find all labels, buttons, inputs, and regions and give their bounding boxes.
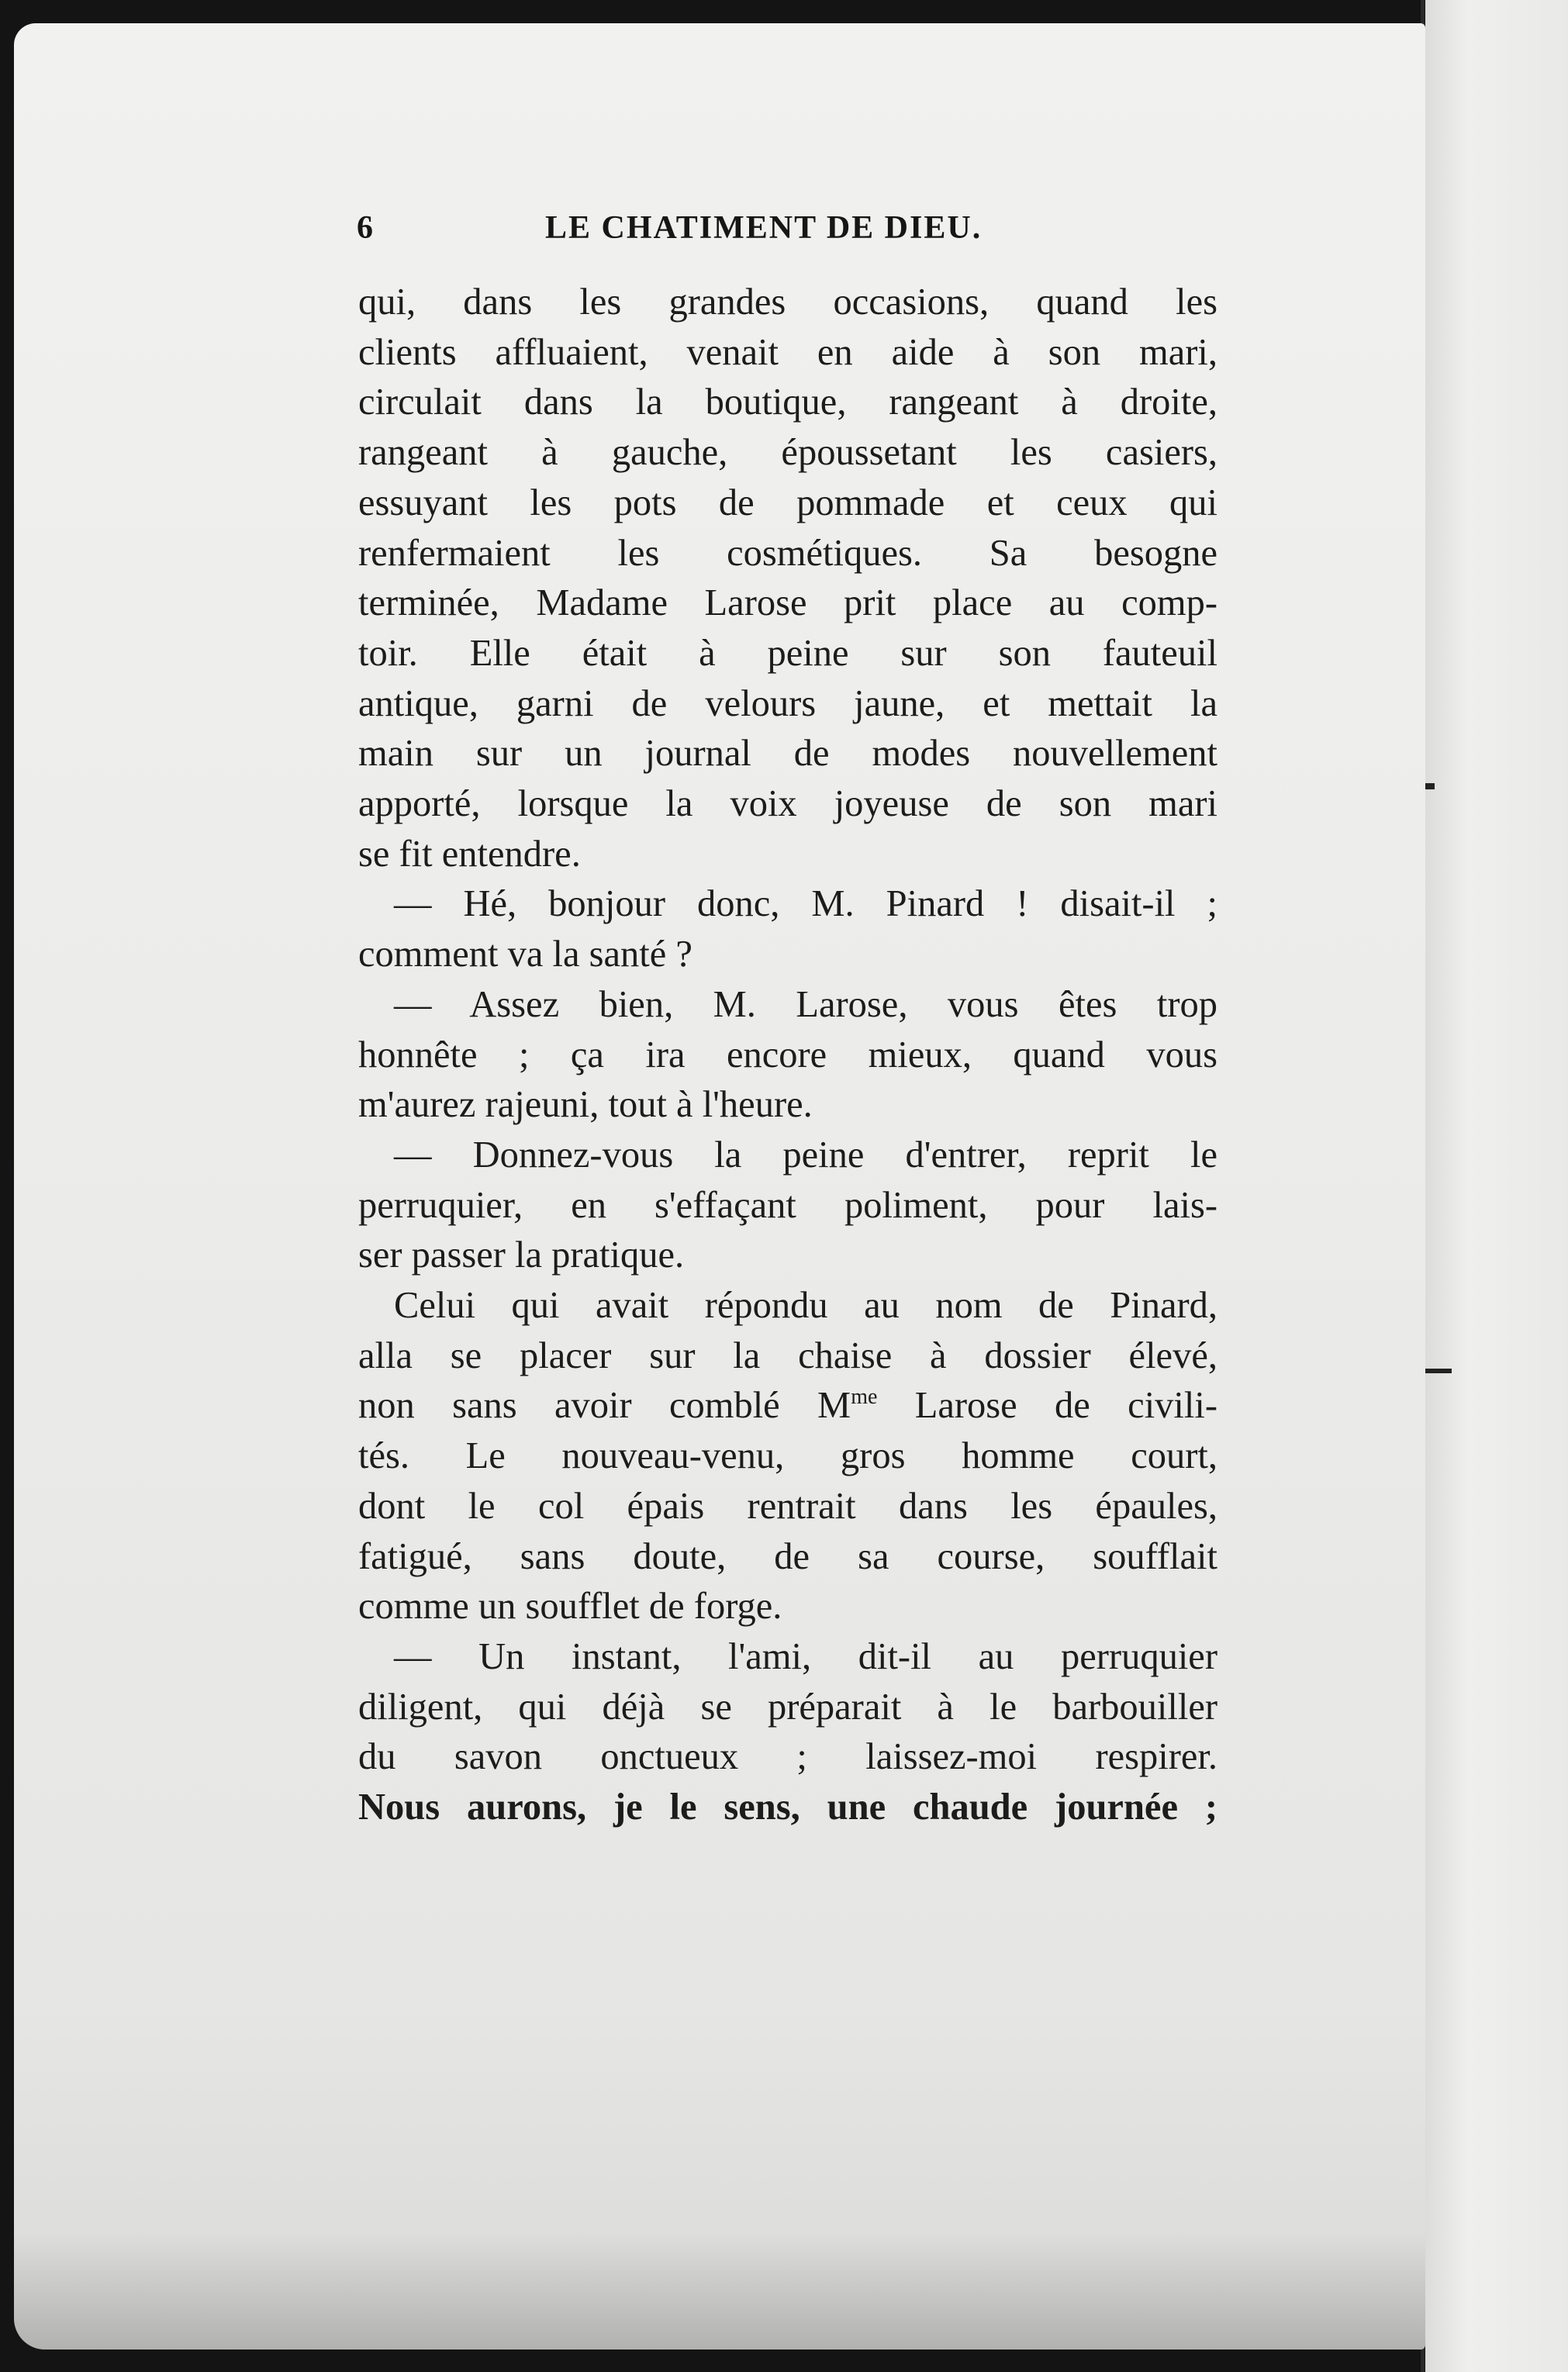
text-line: comment va la santé ? <box>358 934 692 975</box>
body-text <box>358 278 1217 1833</box>
page-number: 6 <box>357 210 375 246</box>
text-line: circulait dans la boutique, rangeant à droite, <box>358 382 1217 423</box>
text-line: Nous aurons, je le sens, une chaude journée ; <box>358 1787 1217 1828</box>
text-line: comme un soufflet de forge. <box>358 1586 782 1628</box>
text-fragment: non sans avoir comblé M <box>358 1385 851 1427</box>
text-line: honnête ; ça ira encore mieux, quand vous <box>358 1034 1217 1076</box>
text-line: du savon onctueux ; laissez-moi respirer. <box>358 1736 1217 1778</box>
text-line: — Hé, bonjour donc, M. Pinard ! disait-il ; <box>394 883 1217 925</box>
text-line: clients affluaient, venait en aide à son mari, <box>358 331 1217 373</box>
text-line: perruquier, en s'effaçant poliment, pour lais- <box>358 1184 1217 1226</box>
running-title: LE CHATIMENT DE DIEU. <box>545 210 983 246</box>
text-line: main sur un journal de modes nouvellement <box>358 733 1217 775</box>
text-line: m'aurez rajeuni, tout à l'heure. <box>358 1084 813 1126</box>
text-line <box>358 1381 1217 1431</box>
text-line: fatigué, sans doute, de sa course, soufflait <box>358 1535 1217 1577</box>
text-line: Celui qui avait répondu au nom de Pinard, <box>394 1285 1217 1327</box>
text-line: apporté, lorsque la voix joyeuse de son mari <box>358 783 1217 825</box>
text-fragment: Larose de civili- <box>877 1385 1217 1427</box>
text-line: tés. Le nouveau-venu, gros homme court, <box>358 1435 1217 1477</box>
superscript: me <box>851 1385 878 1410</box>
text-line: qui, dans les grandes occasions, quand les <box>358 281 1217 323</box>
text-line: ser passer la pratique. <box>358 1234 685 1276</box>
text-line: essuyant les pots de pommade et ceux qui <box>358 482 1217 523</box>
text-line: antique, garni de velours jaune, et mettait la <box>358 682 1217 724</box>
text-line: — Donnez-vous la peine d'entrer, reprit le <box>394 1134 1217 1176</box>
text-line: renfermaient les cosmétiques. Sa besogne <box>358 532 1217 574</box>
page-header <box>357 209 1217 256</box>
text-line: toir. Elle était à peine sur son fauteuil <box>358 632 1217 674</box>
text-line: — Un instant, l'ami, dit-il au perruquier <box>394 1635 1217 1677</box>
text-line: dont le col épais rentrait dans les épaules, <box>358 1485 1217 1527</box>
text-line: terminée, Madame Larose prit place au comp- <box>358 582 1217 624</box>
text-line: alla se placer sur la chaise à dossier élevé, <box>358 1334 1217 1376</box>
text-line: se fit entendre. <box>358 833 581 875</box>
text-line: diligent, qui déjà se préparait à le barbouiller <box>358 1686 1217 1728</box>
facing-page-edge <box>1425 0 1568 2372</box>
text-line: rangeant à gauche, époussetant les casiers, <box>358 432 1217 474</box>
text-line: — Assez bien, M. Larose, vous êtes trop <box>394 983 1217 1025</box>
